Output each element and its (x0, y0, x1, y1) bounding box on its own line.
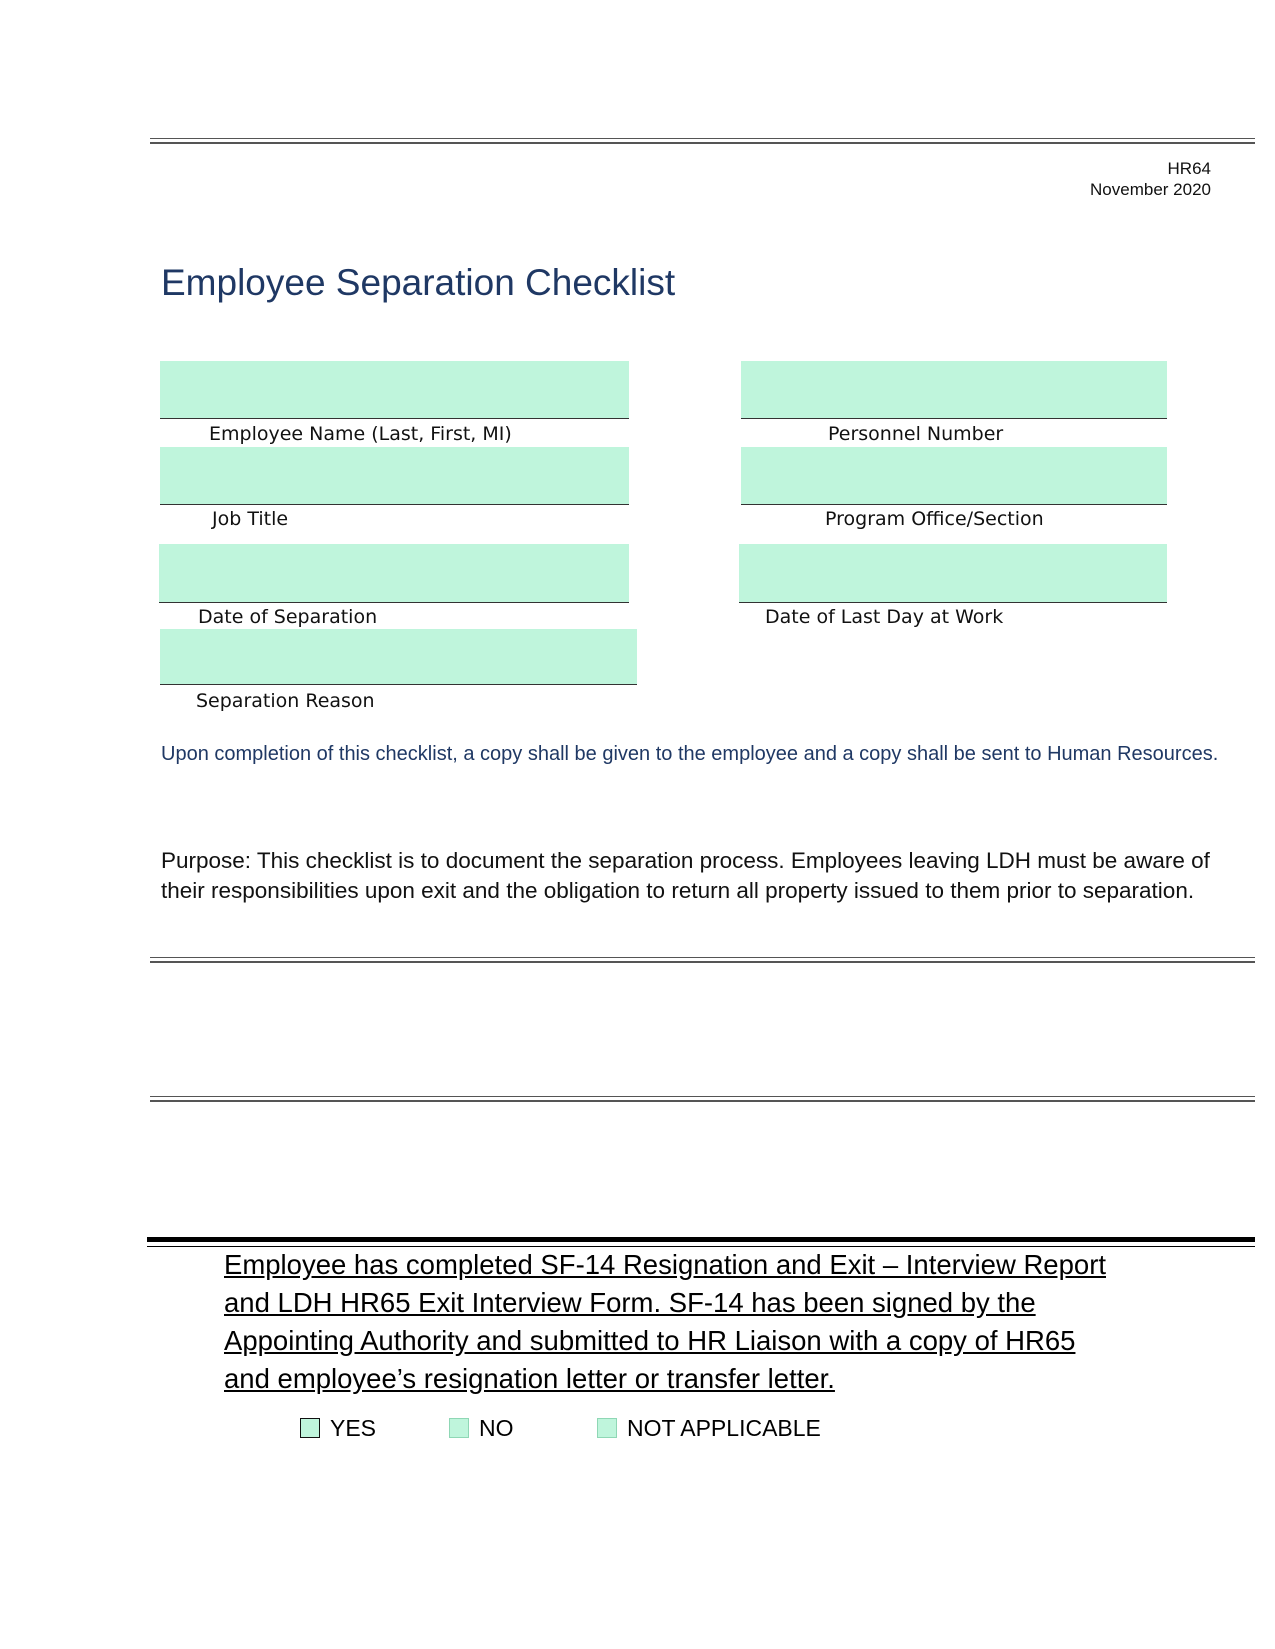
form-revision-date: November 2020 (1090, 180, 1211, 199)
date-of-separation-label: Date of Separation (198, 606, 378, 628)
no-option[interactable] (449, 1416, 514, 1440)
job-title-label: Job Title (212, 508, 289, 530)
no-option-label: NO (479, 1414, 514, 1441)
item-divider (147, 1237, 1255, 1242)
job-title-field[interactable] (160, 447, 629, 505)
form-number: HR64 (1167, 159, 1211, 178)
date-last-day-label: Date of Last Day at Work (765, 606, 1004, 628)
program-office-label: Program Office/Section (825, 508, 1044, 530)
yes-option[interactable] (300, 1416, 376, 1440)
date-of-separation-field[interactable] (159, 544, 629, 603)
section-divider-2 (150, 1096, 1255, 1102)
yes-option-label: YES (330, 1414, 377, 1441)
date-last-day-field[interactable] (739, 544, 1167, 603)
not-applicable-option[interactable] (597, 1416, 821, 1440)
personnel-number-label: Personnel Number (828, 423, 1004, 445)
not-applicable-option-label: NOT APPLICABLE (627, 1414, 821, 1441)
purpose-paragraph: Purpose: This checklist is to document the separation process. Employees leaving LDH must be aware of their responsibilities upon exit and the obligation to return all property issued to them prior to separation. (161, 848, 1210, 903)
personnel-number-field[interactable] (741, 361, 1167, 419)
yes-checkbox[interactable] (300, 1418, 320, 1438)
separation-reason-field[interactable] (160, 629, 637, 685)
employee-name-label: Employee Name (Last, First, MI) (209, 423, 512, 445)
distribution-notice: Upon completion of this checklist, a copy shall be given to the employee and a copy shall be sent to Human Resources. (161, 743, 1219, 765)
not-applicable-checkbox[interactable] (597, 1418, 617, 1438)
employee-name-field[interactable] (160, 361, 629, 419)
no-checkbox[interactable] (449, 1418, 469, 1438)
program-office-field[interactable] (741, 447, 1167, 505)
header-divider (150, 138, 1255, 144)
separation-reason-label: Separation Reason (196, 690, 375, 712)
page-title: Employee Separation Checklist (161, 262, 676, 303)
section-divider-1 (150, 957, 1255, 963)
form-code (1090, 158, 1211, 200)
sf14-statement: Employee has completed SF-14 Resignation and Exit – Interview Report and LDH HR65 Exit Interview Form. SF-14 has been signed by the Appointing Authority and submitted to HR Liaison with a copy of HR65 and employee’s resignation letter or transfer letter. (224, 1249, 1106, 1394)
